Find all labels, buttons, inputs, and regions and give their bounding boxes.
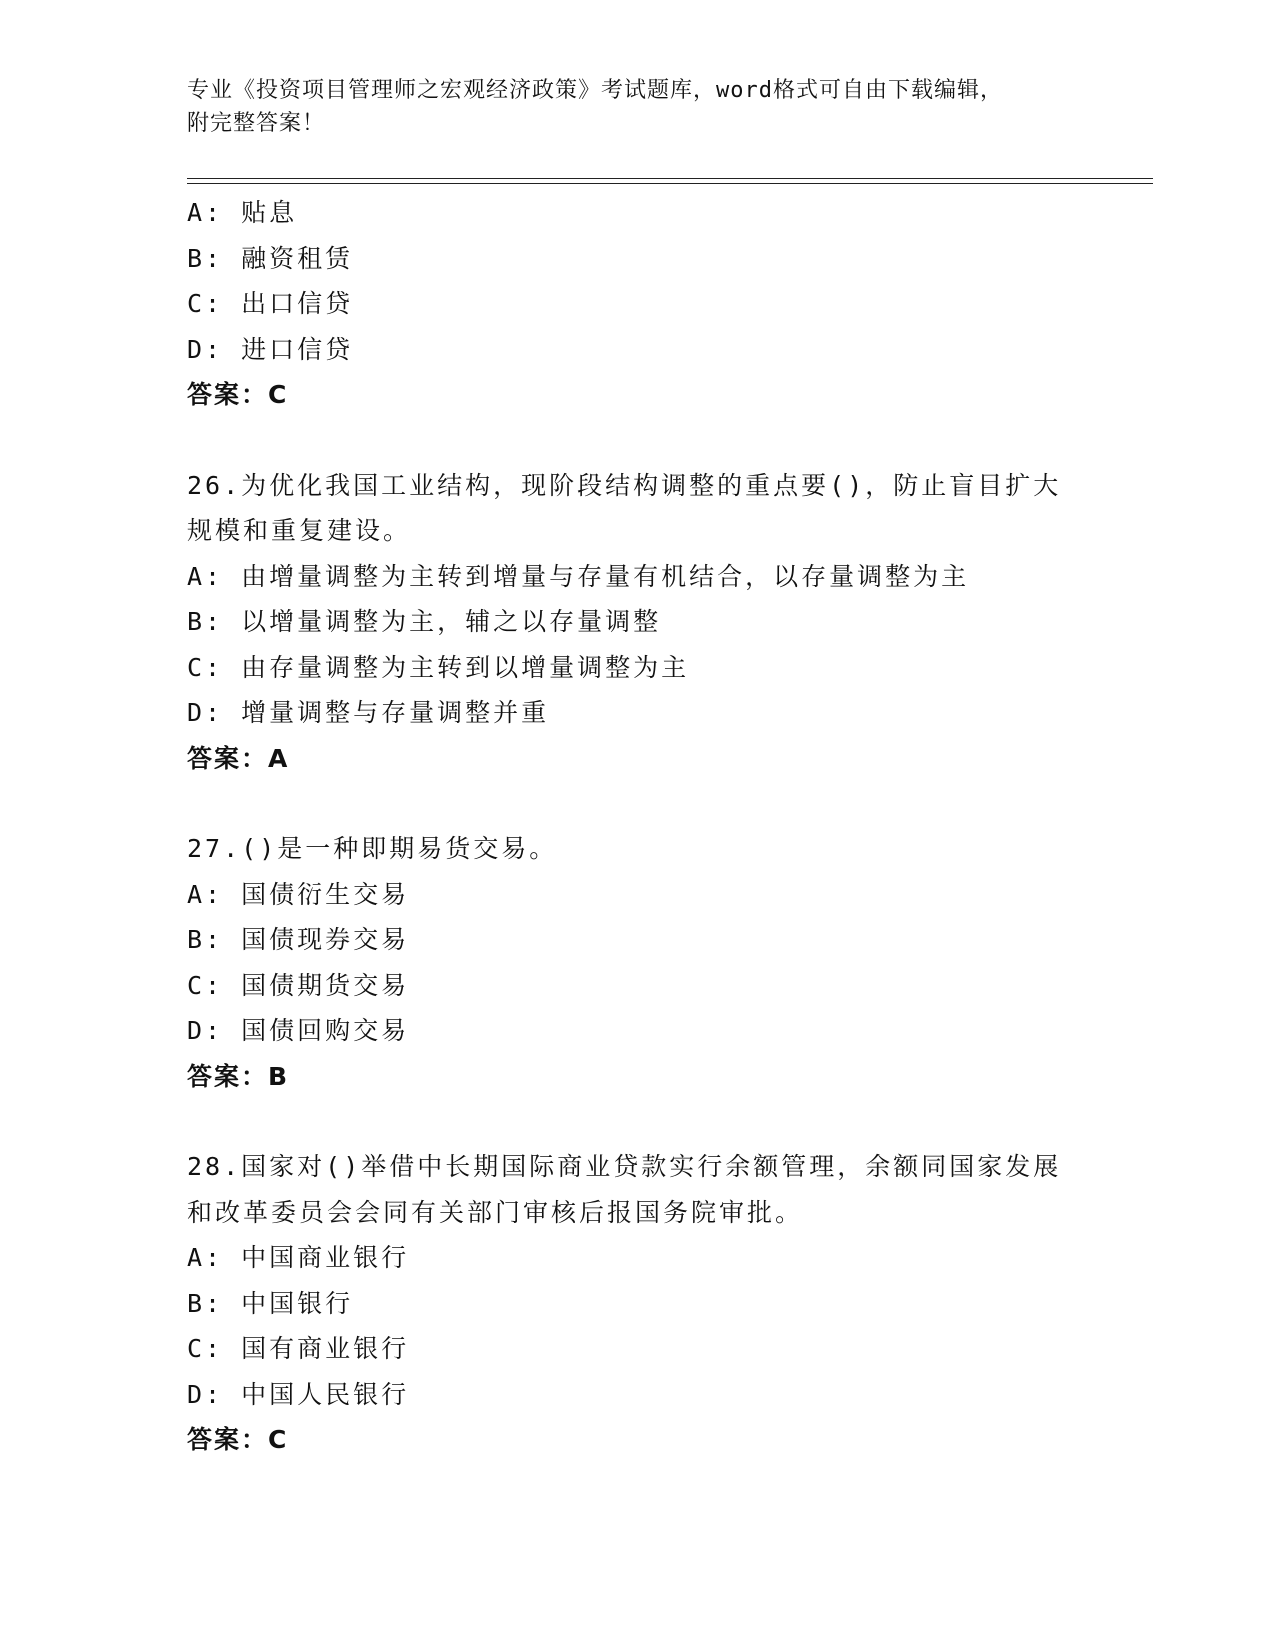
question-stem-line: 规模和重复建设。 — [187, 516, 412, 545]
question-stem-line: 和改革委员会会同有关部门审核后报国务院审批。 — [187, 1197, 804, 1227]
answer-line: 答案：A — [187, 743, 290, 773]
option-a: A: 国债衍生交易 — [187, 879, 410, 909]
header-divider-bottom — [187, 183, 1153, 184]
question-block-28 — [187, 1144, 1147, 1463]
question-block-26 — [187, 463, 1147, 782]
question-block-27 — [187, 826, 1147, 1099]
question-content — [187, 190, 1147, 1463]
option-d: D: 增量调整与存量调整并重 — [187, 698, 550, 727]
option-a: A: 贴息 — [187, 198, 298, 227]
spacer — [187, 1099, 1147, 1144]
spacer — [187, 781, 1147, 826]
option-c: C: 国有商业银行 — [187, 1334, 410, 1363]
option-c: C: 国债期货交易 — [187, 970, 410, 1000]
option-a: A: 中国商业银行 — [187, 1243, 410, 1272]
option-a: A: 由增量调整为主转到增量与存量有机结合，以存量调整为主 — [187, 561, 970, 591]
spacer — [187, 418, 1147, 463]
option-b: B: 中国银行 — [187, 1288, 354, 1318]
question-stem-line: 28.国家对()举借中长期国际商业贷款实行余额管理，余额同国家发展 — [187, 1152, 1062, 1181]
header-divider-top — [187, 178, 1153, 179]
answer-line: 答案：B — [187, 1061, 290, 1091]
option-d: D: 进口信贷 — [187, 334, 354, 364]
question-stem-line: 27.()是一种即期易货交易。 — [187, 834, 558, 863]
option-b: B: 融资租赁 — [187, 243, 354, 273]
option-c: C: 出口信贷 — [187, 289, 354, 318]
document-header — [187, 74, 1087, 140]
option-d: D: 中国人民银行 — [187, 1379, 410, 1409]
header-line-2: 附完整答案！ — [187, 111, 326, 136]
question-stem-line: 26.为优化我国工业结构，现阶段结构调整的重点要()，防止盲目扩大 — [187, 470, 1062, 500]
answer-line: 答案：C — [187, 1425, 289, 1454]
header-line-1: 专业《投资项目管理师之宏观经济政策》考试题库，word格式可自由下载编辑， — [187, 78, 1003, 103]
option-b: B: 国债现券交易 — [187, 925, 410, 954]
answer-line: 答案：C — [187, 380, 289, 409]
option-b: B: 以增量调整为主，辅之以存量调整 — [187, 607, 662, 636]
carryover-block — [187, 190, 1147, 418]
option-c: C: 由存量调整为主转到以增量调整为主 — [187, 652, 690, 682]
option-d: D: 国债回购交易 — [187, 1016, 410, 1045]
